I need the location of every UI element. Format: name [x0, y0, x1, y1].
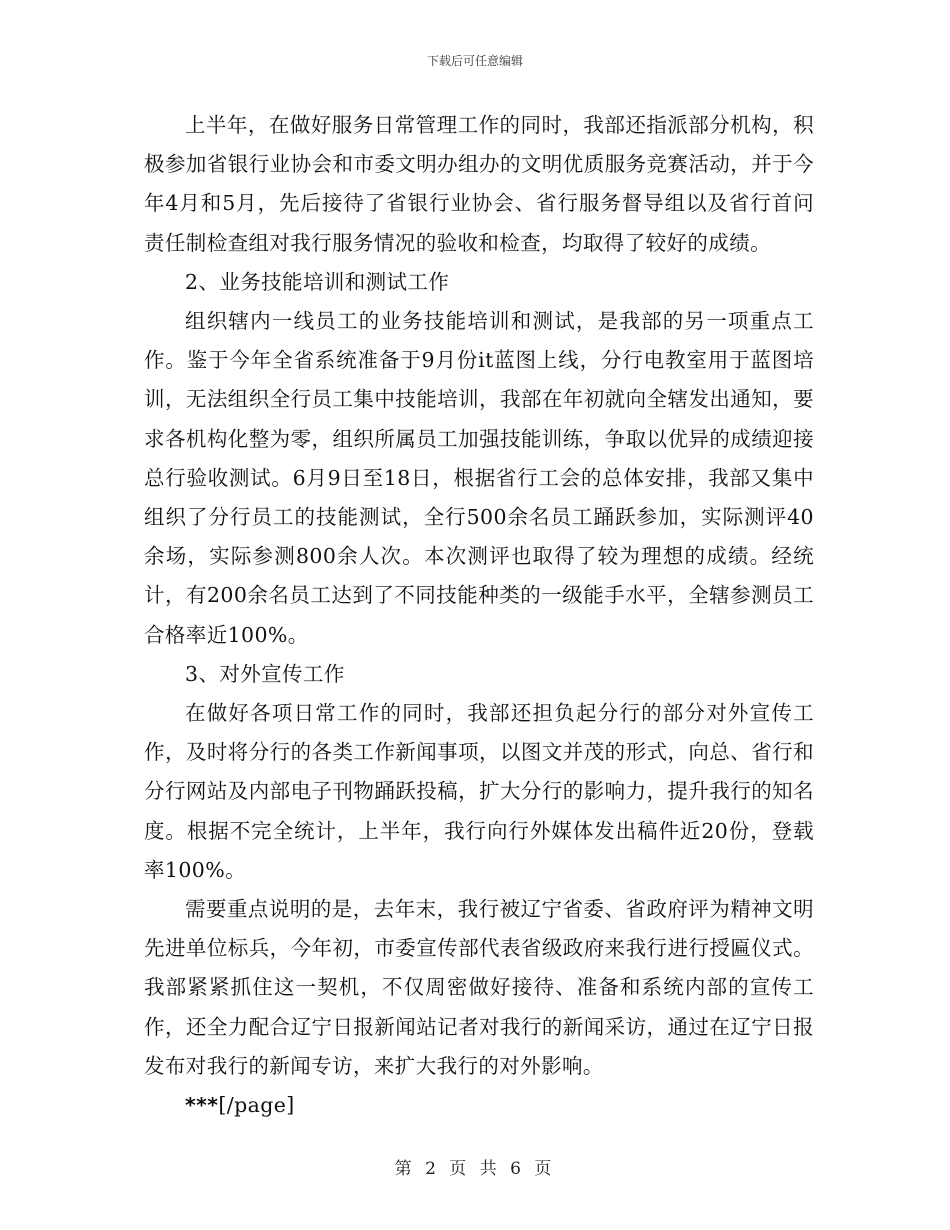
page-marker-tag: [/page]	[218, 1093, 295, 1118]
document-body	[144, 106, 814, 1125]
page-marker-line	[144, 1086, 814, 1125]
page-marker-asterisks: ***	[185, 1093, 219, 1118]
paragraph-publicity: 在做好各项日常工作的同时，我部还担负起分行的部分对外宣传工作，及时将分行的各类工作新闻事项，以图文并茂的形式，向总、省行和分行网站及内部电子刊物踊跃投稿，扩大分行的影响力，提升我行的知名度。根据不完全统计，上半年，我行向行外媒体发出稿件近20份，登载率100%。	[144, 701, 814, 882]
paragraph-service-competition: 上半年，在做好服务日常管理工作的同时，我部还指派部分机构，积极参加省银行业协会和市委文明办组办的文明优质服务竞赛活动，并于今年4月和5月，先后接待了省银行业协会、省行服务督导组以及省行首问责任制检查组对我行服务情况的验收和检查，均取得了较好的成绩。	[144, 113, 814, 255]
section-heading-publicity: 3、对外宣传工作	[185, 661, 345, 686]
paragraph-civilization-award: 需要重点说明的是，去年末，我行被辽宁省委、省政府评为精神文明先进单位标兵，今年初，市委宣传部代表省级政府来我行进行授匾仪式。我部紧紧抓住这一契机，不仅周密做好接待、准备和系统内部的宣传工作，还全力配合辽宁日报新闻站记者对我行的新闻采访，通过在辽宁日报发布对我行的新闻专访，来扩大我行的对外影响。	[144, 897, 814, 1078]
page-header: 下载后可任意编辑	[426, 54, 523, 68]
section-heading-skills-training: 2、业务技能培训和测试工作	[185, 269, 450, 294]
paragraph-skills-training: 组织辖内一线员工的业务技能培训和测试，是我部的另一项重点工作。鉴于今年全省系统准备于9月份it蓝图上线，分行电教室用于蓝图培训，无法组织全行员工集中技能培训，我部在年初就向全辖发出通知，要求各机构化整为零，组织所属员工加强技能训练，争取以优异的成绩迎接总行验收测试。6月9日至18日，根据省行工会的总体安排，我部又集中组织了分行员工的技能测试，全行500余名员工踊跃参加，实际测评40余场，实际参测800余人次。本次测评也取得了较为理想的成绩。经统计，有200余名员工达到了不同技能种类的一级能手水平，全辖参测员工合格率近100%。	[144, 309, 814, 647]
page-footer: 第 2 页 共 6 页	[394, 1159, 556, 1179]
